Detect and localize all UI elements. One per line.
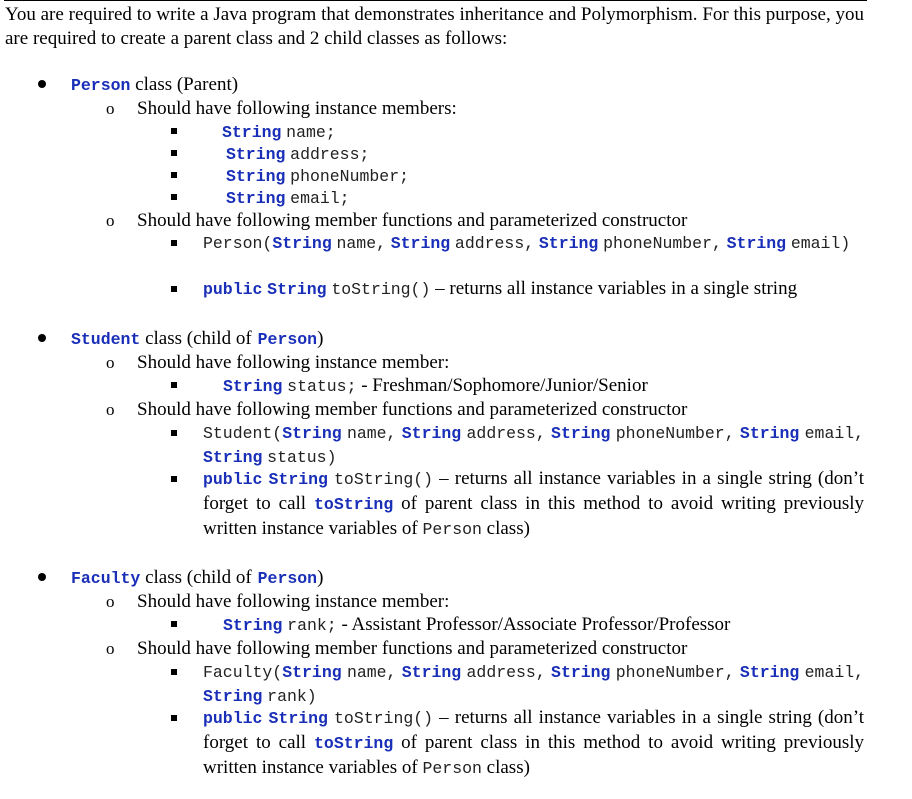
person-class-heading — [71, 73, 238, 98]
faculty-class-label: class (child of — [145, 567, 252, 588]
type-keyword: String — [268, 470, 328, 489]
method-description: – returns all instance variables in a single string (don’t forget to call — [203, 468, 865, 514]
faculty-member-rank — [223, 613, 730, 638]
modifier-keyword: public — [203, 470, 263, 489]
bullet-square — [171, 150, 177, 156]
type-keyword: String — [538, 234, 599, 253]
ctor-name: Faculty( — [203, 663, 283, 682]
student-class-name: Student — [71, 330, 141, 349]
student-functions-heading: Should have following member functions and parameterized constructor — [137, 399, 688, 420]
method-description-end: class) — [486, 518, 530, 539]
bullet-dot — [38, 80, 46, 88]
bullet-circle: o — [106, 592, 115, 611]
label-close: ) — [317, 328, 324, 349]
student-constructor — [203, 421, 864, 469]
bullet-circle: o — [106, 400, 115, 419]
method-name: toString() — [331, 280, 431, 299]
type-keyword: String — [390, 234, 451, 253]
param: address, — [466, 424, 546, 443]
person-tostring — [203, 277, 797, 302]
type-keyword: String — [223, 616, 283, 635]
student-class-heading — [71, 327, 323, 352]
variable-name: phoneNumber; — [290, 167, 409, 186]
param: name, — [346, 663, 397, 682]
type-keyword: String — [401, 663, 462, 682]
param: phoneNumber, — [615, 424, 735, 443]
type-keyword: String — [223, 377, 283, 396]
bullet-square — [171, 715, 177, 721]
faculty-instance-heading: Should have following instance member: — [137, 591, 450, 612]
method-description-cont: of parent class in this method to avoid writing previously written instance variables of — [203, 493, 865, 539]
param: name, — [336, 234, 386, 253]
method-description-cont: of parent class in this method to avoid writing previously written instance variables of — [203, 732, 865, 778]
param: address, — [454, 234, 535, 253]
class-reference: Person — [422, 520, 482, 539]
type-keyword: String — [401, 424, 462, 443]
bullet-square — [171, 382, 177, 388]
type-keyword: String — [739, 424, 800, 443]
type-keyword: String — [226, 189, 286, 208]
modifier-keyword: public — [203, 280, 263, 299]
param: email, — [804, 663, 865, 682]
bullet-square — [171, 194, 177, 200]
method-description: – returns all instance variables in a single string (don’t forget to call — [203, 707, 865, 753]
faculty-tostring — [203, 706, 864, 781]
faculty-class-name: Faculty — [71, 569, 141, 588]
bullet-circle: o — [106, 639, 115, 658]
student-tostring — [203, 467, 864, 542]
person-functions-heading: Should have following member functions and parameterized constructor — [137, 210, 688, 231]
method-description-end: class) — [486, 757, 530, 778]
type-keyword: String — [282, 424, 342, 443]
bullet-square — [171, 669, 177, 675]
top-rule — [4, 0, 867, 1]
variable-name: status; — [287, 377, 357, 396]
faculty-constructor — [203, 660, 864, 708]
modifier-keyword: public — [203, 709, 263, 728]
student-class-label: class (child of — [145, 328, 252, 349]
bullet-square — [171, 430, 177, 436]
bullet-square — [171, 621, 177, 627]
person-member-email — [226, 186, 350, 211]
bullet-square — [171, 240, 177, 246]
type-keyword: String — [726, 234, 787, 253]
bullet-square — [171, 128, 177, 134]
param: email, — [804, 424, 865, 443]
param: phoneNumber, — [603, 234, 722, 253]
bullet-square — [171, 172, 177, 178]
faculty-class-heading — [71, 566, 323, 591]
bullet-dot — [38, 573, 46, 581]
type-keyword: String — [551, 663, 611, 682]
bullet-circle: o — [106, 211, 115, 230]
type-keyword: String — [268, 709, 328, 728]
param: rank) — [267, 687, 317, 706]
ctor-name: Student( — [203, 424, 283, 443]
bullet-circle: o — [106, 99, 115, 118]
variable-name: name; — [286, 123, 336, 142]
param: status) — [267, 448, 337, 467]
type-keyword: String — [203, 687, 263, 706]
method-reference: toString — [314, 734, 394, 753]
type-keyword: String — [267, 280, 327, 299]
method-name: toString() — [334, 709, 434, 728]
variable-name: rank; — [287, 616, 337, 635]
param: name, — [346, 424, 397, 443]
variable-name: email; — [290, 189, 350, 208]
method-reference: toString — [314, 495, 394, 514]
type-keyword: String — [226, 167, 286, 186]
member-note: - Freshman/Sophomore/Junior/Senior — [361, 375, 648, 396]
type-keyword: String — [222, 123, 282, 142]
student-instance-heading: Should have following instance member: — [137, 352, 450, 373]
type-keyword: String — [203, 448, 263, 467]
bullet-square — [171, 286, 177, 292]
person-class-name: Person — [71, 76, 131, 95]
faculty-functions-heading: Should have following member functions and parameterized constructor — [137, 638, 688, 659]
variable-name: address; — [290, 145, 370, 164]
type-keyword: String — [551, 424, 611, 443]
bullet-dot — [38, 334, 46, 342]
student-member-status — [223, 374, 648, 399]
type-keyword: String — [272, 234, 332, 253]
person-class-label: class (Parent) — [135, 74, 239, 95]
person-instance-heading: Should have following instance members: — [137, 98, 457, 119]
bullet-circle: o — [106, 353, 115, 372]
param: phoneNumber, — [615, 663, 735, 682]
method-description: – returns all instance variables in a single string — [435, 278, 798, 299]
param: address, — [466, 663, 546, 682]
type-keyword: String — [739, 663, 800, 682]
member-note: - Assistant Professor/Associate Professor/Professor — [341, 614, 731, 635]
type-keyword: String — [226, 145, 286, 164]
intro-paragraph: You are required to write a Java program that demonstrates inheritance and Polymorphism. For this purpose, you are required to create a parent class and 2 child classes as follows: — [5, 4, 864, 49]
type-keyword: String — [282, 663, 342, 682]
method-name: toString() — [334, 470, 434, 489]
ctor-name: Person( — [203, 234, 273, 253]
class-reference: Person — [422, 759, 482, 778]
person-constructor — [203, 231, 864, 255]
parent-class-name: Person — [257, 330, 318, 349]
label-close: ) — [317, 567, 324, 588]
param: email) — [790, 234, 851, 253]
parent-class-name: Person — [257, 569, 318, 588]
bullet-square — [171, 476, 177, 482]
